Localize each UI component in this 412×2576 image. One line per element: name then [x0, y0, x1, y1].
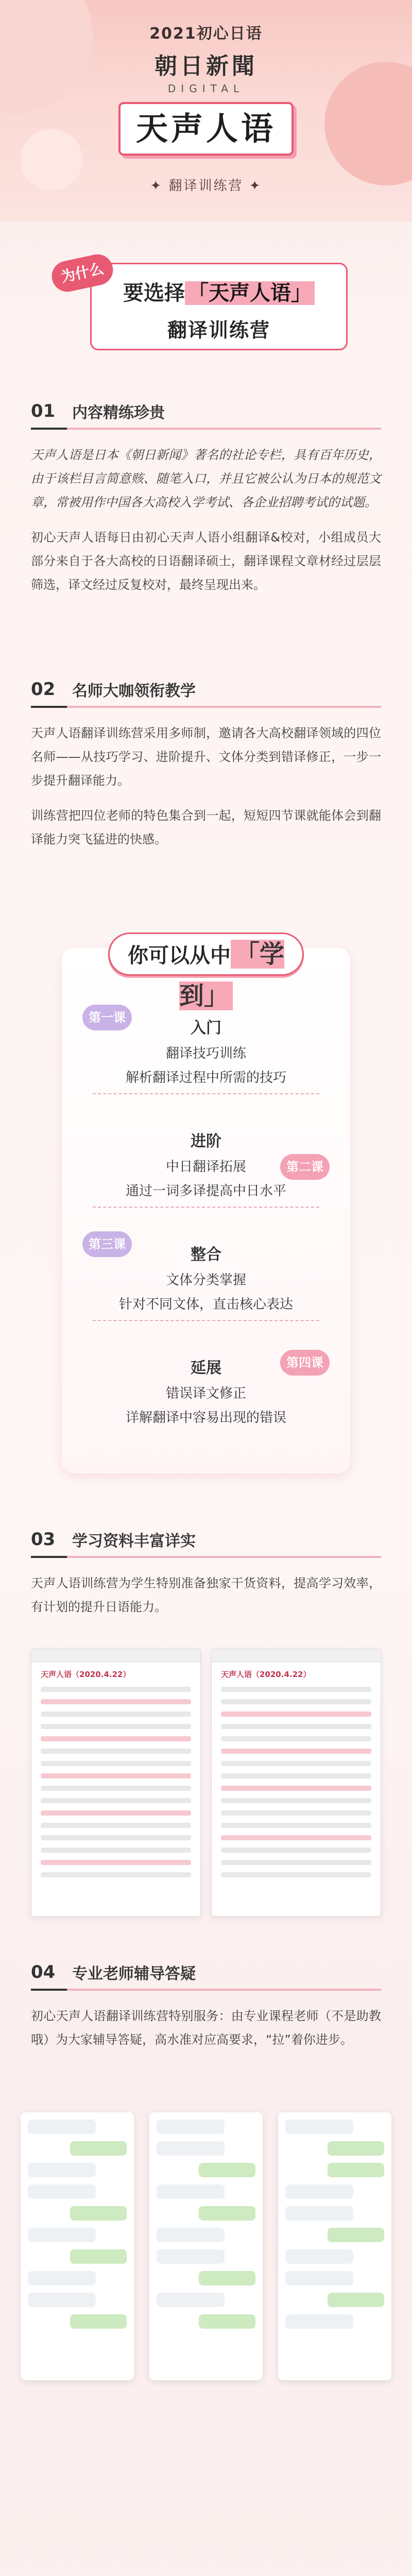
dashed-divider — [93, 1207, 319, 1208]
stage-badge: 第一课 — [82, 1005, 132, 1030]
stage-badge: 第四课 — [280, 1350, 330, 1376]
section-01 — [0, 397, 412, 608]
section-header — [31, 675, 381, 704]
stage-desc-detail: 通过一词多译提高中日水平 — [125, 1183, 286, 1199]
doc-title: 天声人语（2020.4.22） — [221, 1670, 311, 1679]
section-header — [31, 397, 381, 426]
section-number: 02 — [31, 679, 56, 700]
learn-title-prefix: 你可以从中 — [127, 944, 231, 968]
material-screenshot — [211, 1649, 381, 1917]
section-header — [31, 1958, 381, 1987]
stage-desc: 文体分类掌握 — [165, 1273, 246, 1288]
section-divider — [31, 706, 381, 708]
chat-screenshot — [149, 2112, 263, 2380]
logo-text-en: DIGITAL — [167, 82, 245, 95]
section-04 — [0, 1958, 412, 2063]
header-banner — [0, 0, 412, 222]
section-title: 名师大咖领衔教学 — [72, 682, 196, 700]
section-header — [31, 1525, 381, 1554]
dashed-divider — [93, 1093, 319, 1094]
paragraph: 天声人语训练营为学生特别准备独家干货资料，提高学习效率，有计划的提升日语能力。 — [31, 1576, 381, 1614]
stage-name: 入门 — [191, 1019, 221, 1037]
section-number: 01 — [31, 401, 56, 421]
doc-title: 天声人语（2020.4.22） — [41, 1670, 131, 1679]
logo-text-cn: 朝日新聞 — [154, 53, 258, 79]
why-line2: 翻译训练营 — [167, 319, 270, 342]
window-bar — [31, 1649, 200, 1663]
stage-desc: 翻译技巧训练 — [165, 1046, 246, 1061]
hero-subtitle — [0, 175, 412, 194]
paragraph: 天声人语是日本《朝日新闻》著名的社论专栏，具有百年历史，由于该栏目言简意赅、随笔入口，并且它被公认为日本的规范文章，常被用作中国各大高校入学考试、各企业招聘考试的试题。 — [31, 448, 381, 510]
section-divider — [31, 1556, 381, 1558]
section-title: 学习资料丰富详实 — [72, 1532, 196, 1550]
why-tag: 为什么 — [49, 251, 116, 295]
paragraph: 初心天声人语翻译训练营特别服务：由专业课程老师（不是助教哦）为大家辅导答疑，高水准对应高要求，“拉”着你进步。 — [31, 2009, 381, 2047]
stage-desc-detail: 解析翻译过程中所需的技巧 — [125, 1070, 286, 1086]
material-screenshot — [31, 1649, 201, 1917]
section-title: 内容精练珍贵 — [72, 404, 165, 422]
why-prefix: 要选择 — [123, 281, 185, 305]
paragraph: 天声人语翻译训练营采用多师制，邀请各大高校翻译领域的四位名师——从技巧学习、进阶提升、文体分类到错译修正，一步一步提升翻译能力。 — [31, 726, 381, 788]
stage-badge: 第二课 — [280, 1154, 330, 1180]
stage-name: 延展 — [191, 1359, 221, 1377]
stage-desc: 错误译文修正 — [165, 1386, 246, 1401]
why-box — [90, 263, 348, 350]
stage-desc-detail: 详解翻译中容易出现的错误 — [125, 1410, 286, 1426]
section-number: 04 — [31, 1962, 56, 1982]
section-title: 专业老师辅导答疑 — [72, 1965, 196, 1983]
window-bar — [212, 1649, 381, 1663]
edition-label: 2021初心日语 — [149, 25, 263, 43]
stage-desc: 中日翻译拓展 — [165, 1159, 246, 1175]
hero-subtitle-text: ✦ 翻译训练营 ✦ — [150, 178, 262, 194]
section-02 — [0, 675, 412, 862]
learn-title-pill — [108, 933, 304, 1010]
why-choose-card — [0, 242, 412, 371]
learn-card — [62, 940, 350, 1473]
section-divider — [31, 428, 381, 430]
section-divider — [31, 1989, 381, 1991]
section-03 — [0, 1525, 412, 1630]
stage-name: 进阶 — [191, 1132, 221, 1150]
stage-desc-detail: 针对不同文体，直击核心表达 — [118, 1297, 293, 1312]
hero-title-card — [118, 102, 294, 156]
chat-screenshot — [278, 2112, 391, 2380]
section-number: 03 — [31, 1529, 56, 1550]
stage-name: 整合 — [191, 1246, 221, 1264]
why-highlight: 「天声人语」 — [185, 281, 315, 305]
learn-title-highlight: 「学到」 — [179, 940, 284, 1010]
stage-badge: 第三课 — [82, 1231, 132, 1257]
hero-title: 天声人语 — [135, 110, 276, 147]
paragraph: 训练营把四位老师的特色集合到一起，短短四节课就能体会到翻译能力突飞猛进的快感。 — [31, 808, 381, 846]
why-line1 — [92, 277, 346, 306]
asahi-logo — [0, 47, 412, 95]
chat-screenshot — [21, 2112, 134, 2380]
paragraph: 初心天声人语每日由初心天声人语小组翻译&校对，小组成员大部分来自于各大高校的日语翻译硕士，翻译课程文章材经过层层筛选，译文经过反复校对，最终呈现出来。 — [31, 530, 381, 592]
dashed-divider — [93, 1320, 319, 1321]
